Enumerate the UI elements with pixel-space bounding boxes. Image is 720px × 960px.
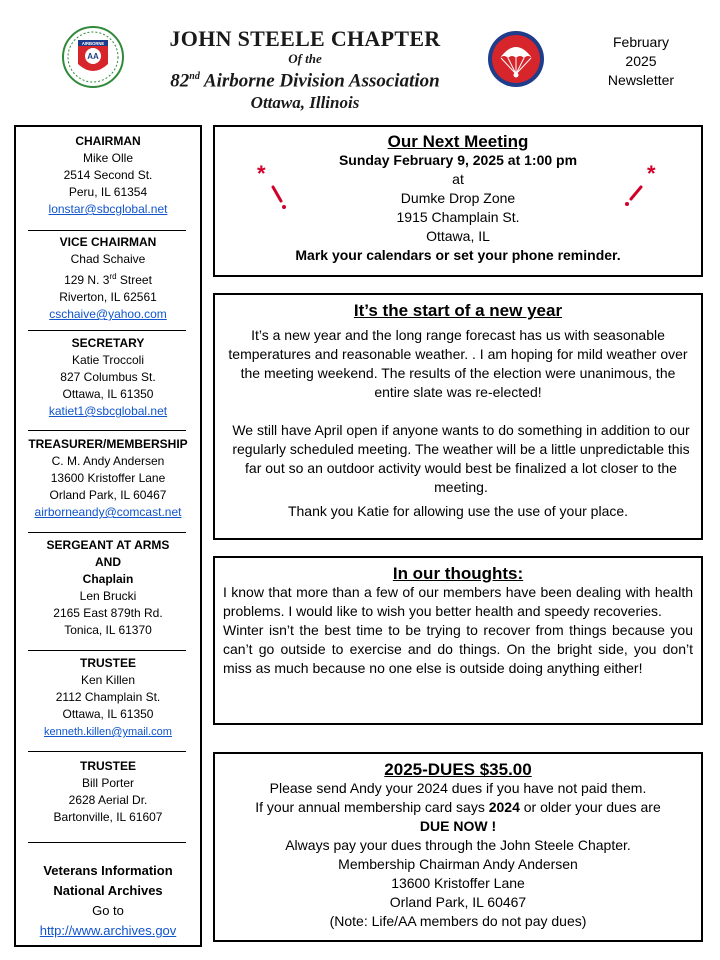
in-our-thoughts-box: [213, 556, 703, 725]
divider: [28, 751, 186, 752]
divider: [28, 842, 186, 843]
officer-street: 827 Columbus St.: [60, 370, 156, 384]
officer-vice-chairman: [16, 234, 200, 323]
archives-heading: National Archives: [53, 883, 163, 898]
svg-text:*: *: [257, 163, 266, 186]
officer-email-link[interactable]: lonstar@sbcglobal.net: [48, 202, 168, 216]
thoughts-paragraph-1: I know that more than a few of our members have been dealing with health problems. I would like to wish you better health and speedy recoveries.: [223, 584, 693, 619]
svg-text:*: *: [647, 163, 656, 186]
officer-chairman: [16, 133, 200, 218]
chapter-location: Ottawa, Illinois: [250, 93, 360, 113]
officer-name: Ken Killen: [80, 673, 136, 687]
officer-role: VICE CHAIRMAN: [59, 235, 157, 249]
officer-street: 2165 East 879th Rd.: [53, 606, 163, 620]
divider: [28, 430, 186, 431]
officer-email-link[interactable]: cschaive@yahoo.com: [49, 307, 167, 321]
go-to-text: Go to: [92, 903, 124, 918]
issue-type: Newsletter: [607, 72, 675, 88]
officer-role: TREASURER/MEMBERSHIP: [28, 437, 188, 451]
dues-street: 13600 Kristoffer Lane: [391, 875, 525, 891]
issue-label: [585, 33, 697, 90]
officer-role: TRUSTEE: [79, 656, 136, 670]
officer-name: Chad Schaive: [70, 252, 146, 266]
officer-trustee-porter: [16, 758, 200, 826]
issue-month: February: [612, 34, 670, 50]
officer-city: Orland Park, IL 60467: [49, 488, 167, 502]
officer-email-link[interactable]: kenneth.killen@ymail.com: [44, 726, 172, 738]
meeting-date: Sunday February 9, 2025 at 1:00 pm: [338, 152, 578, 168]
officer-city: Bartonville, IL 61607: [53, 810, 163, 824]
officer-role-and: AND: [95, 555, 121, 569]
chapter-masthead: [150, 26, 460, 114]
officer-role: SERGEANT AT ARMS: [46, 538, 170, 552]
officer-role: TRUSTEE: [79, 759, 136, 773]
officer-city: Ottawa, IL 61350: [62, 387, 154, 401]
new-year-paragraph-2: We still have April open if anyone wants to do something in addition to our regularly scheduled meeting. The weather will be a little unpredictable this far out so an outdoor activity would best be finalized a lot closer to the meeting.: [232, 422, 690, 495]
meeting-venue: Dumke Drop Zone: [400, 190, 516, 206]
meeting-city: Ottawa, IL: [426, 228, 490, 244]
issue-year: 2025: [625, 53, 657, 69]
officer-email-link[interactable]: airborneandy@comcast.net: [34, 505, 182, 519]
officer-role-chaplain: Chaplain: [82, 572, 134, 586]
officer-role: CHAIRMAN: [75, 134, 141, 148]
officer-street: 129 N. 3rd Street: [64, 272, 152, 287]
officer-city: Tonica, IL 61370: [64, 623, 152, 637]
parachute-insignia-logo: [487, 30, 545, 88]
meeting-reminder: Mark your calendars or set your phone reminder.: [295, 247, 621, 263]
dues-membership-chairman: Membership Chairman Andy Andersen: [338, 856, 578, 872]
new-year-title: It’s the start of a new year: [353, 301, 563, 320]
dues-line-1: Please send Andy your 2024 dues if you have not paid them.: [269, 780, 647, 796]
dues-line-4: Always pay your dues through the John Steele Chapter.: [285, 837, 631, 853]
meeting-title: Our Next Meeting: [387, 132, 529, 151]
sparkle-right-icon: [613, 163, 663, 213]
officer-city: Ottawa, IL 61350: [62, 707, 154, 721]
aa-logo-text: AA: [87, 52, 99, 61]
veterans-info: [16, 861, 200, 941]
dues-city: Orland Park, IL 60467: [389, 894, 527, 910]
officer-trustee-killen: [16, 655, 200, 741]
divider: [28, 650, 186, 651]
sparkle-left-icon: [253, 163, 303, 213]
officer-secretary: [16, 335, 200, 420]
thoughts-paragraph-2: Winter isn’t the best time to be trying to recover from things because you can’t go outside to exercise and do things. On the bright side, you don’t miss as much because no one else is outside doing anything either!: [223, 622, 693, 676]
officer-name: Katie Troccoli: [71, 353, 145, 367]
officer-city: Peru, IL 61354: [68, 185, 148, 199]
officer-street: 2514 Second St.: [63, 168, 153, 182]
dues-note: (Note: Life/AA members do not pay dues): [329, 913, 587, 929]
meeting-at: at: [452, 171, 464, 187]
dues-title: 2025-DUES $35.00: [384, 760, 532, 779]
new-year-paragraph-1: It’s a new year and the long range forecast has us with seasonable temperatures and reasonable weather. . I am hoping for mild weather over the meeting weekend. The results of the election were unanimous, the entire slate was re-elected!: [228, 327, 688, 400]
new-year-box: [213, 293, 703, 540]
officer-name: Bill Porter: [81, 776, 134, 790]
officer-email-link[interactable]: katiet1@sbcglobal.net: [48, 404, 168, 418]
chapter-title-of: Of the: [288, 51, 322, 66]
association-name: 82nd Airborne Division Association: [170, 70, 440, 92]
veterans-heading: Veterans Information: [43, 863, 173, 878]
officers-sidebar: [14, 125, 202, 947]
airborne-banner-text: AIRBORNE: [81, 41, 105, 46]
chapter-title: JOHN STEELE CHAPTER: [169, 26, 441, 51]
officer-street: 13600 Kristoffer Lane: [50, 471, 166, 485]
officer-name: Len Brucki: [79, 589, 137, 603]
officer-street: 2112 Champlain St.: [55, 690, 161, 704]
officer-name: C. M. Andy Andersen: [51, 454, 165, 468]
dues-line-2: If your annual membership card says 2024 or older your dues are: [255, 799, 661, 815]
officer-street: 2628 Aerial Dr.: [68, 793, 148, 807]
meeting-street: 1915 Champlain St.: [396, 209, 520, 225]
officer-sergeant-at-arms: [16, 537, 200, 639]
officer-name: Mike Olle: [82, 151, 133, 165]
thoughts-title: In our thoughts:: [392, 564, 524, 583]
officer-role: SECRETARY: [71, 336, 145, 350]
chapter-logo-left: [62, 26, 124, 88]
dues-due-now: DUE NOW !: [419, 818, 497, 834]
officer-treasurer: [16, 436, 200, 521]
dues-box: [213, 752, 703, 942]
officer-city: Riverton, IL 62561: [59, 290, 157, 304]
divider: [28, 330, 186, 331]
archives-link[interactable]: http://www.archives.gov: [39, 923, 177, 938]
divider: [28, 230, 186, 231]
next-meeting-box: [213, 125, 703, 277]
divider: [28, 532, 186, 533]
new-year-paragraph-3: Thank you Katie for allowing use the use of your place.: [287, 503, 629, 519]
